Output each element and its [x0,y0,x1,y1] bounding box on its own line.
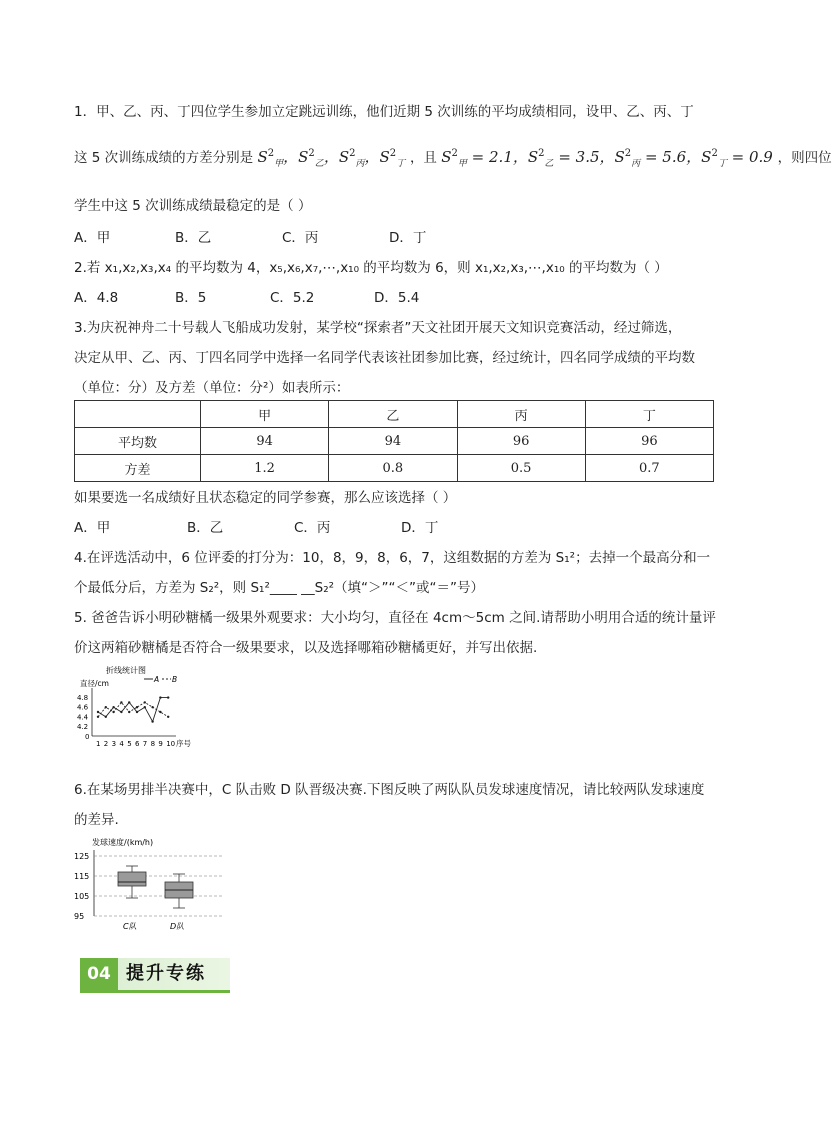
y-tick-label: 125 [74,852,90,861]
q1-sub-3: 丙 [355,159,365,169]
data-point [105,706,107,708]
table-cell: 96 [585,428,713,455]
data-point [128,701,130,703]
line-chart-title: 折线统计图 [106,666,146,675]
q3-line2: 决定从甲、乙、丙、丁四名同学中选择一名同学代表该社团参加比赛，经过统计，四名同学成绩的平均数 [74,350,695,366]
table-cell: 1.2 [201,455,329,482]
q1-value-1: 2.1 [489,148,513,166]
box-d [165,874,193,931]
table-cell: 94 [201,428,329,455]
legend-label-a: A [154,675,160,684]
data-point [159,711,161,713]
q4-line2: 个最低分后，方差为 S₂²，则 S₁²____ __S₂²（填“＞”“＜”或“＝”号） [74,580,485,596]
data-point [136,711,138,713]
category-label: C队 [123,922,137,931]
q5-line1: 5. 爸爸告诉小明砂糖橘一级果外观要求：大小均匀，直径在 4cm～5cm 之间.请帮助小明用合适的统计量评 [74,610,716,626]
q6-line2: 的差异. [74,812,119,828]
line-chart-xlabel: 序号 [176,739,191,748]
q3-line3: （单位：分）及方差（单位：分²）如表所示： [74,380,350,396]
y-tick-label: 95 [74,912,85,921]
q1-value-2: 3.5 [575,148,600,166]
q1-line2-pre: 这 5 次训练成绩的方差分别是 [74,150,254,166]
data-point [105,716,107,718]
table-cell: 0.7 [585,455,713,482]
q2-option-b: B．5 [175,290,207,306]
table-row [75,455,714,482]
y-tick-label: 115 [74,872,90,881]
data-point [151,706,153,708]
q2-line1: 2.若 x₁,x₂,x₃,x₄ 的平均数为 4，x₅,x₆,x₇,⋯,x₁₀ 的平均数为 6，则 x₁,x₂,x₃,⋯,x₁₀ 的平均数为（ ） [74,260,668,276]
section-number: 04 [80,958,118,990]
table-header-cell [75,401,201,428]
y-tick-label: 4.8 [77,694,89,703]
x-tick-label: 7 [142,740,148,748]
q1-option-b: B．乙 [175,230,212,246]
q1-sub-2: 乙 [314,159,324,169]
x-tick-label: 9 [158,740,163,748]
table-header-cell: 丁 [585,401,713,428]
table-cell: 方差 [75,455,201,482]
data-point [120,701,122,703]
table-header-cell: 丙 [457,401,585,428]
q2-option-d: D．5.4 [374,290,420,306]
x-tick-label: 10 [166,740,176,748]
q1-value-3: 5.6 [662,148,687,166]
y-tick-label: 4.4 [77,713,89,722]
q1-option-c: C．丙 [282,230,319,246]
q1-line1: 1．甲、乙、丙、丁四位学生参加立定跳远训练，他们近期 5 次训练的平均成绩相同，设甲、乙、丙、丁 [74,104,694,120]
q3-option-a: A．甲 [74,520,111,536]
table-cell: 0.8 [329,455,457,482]
table-header-cell: 甲 [201,401,329,428]
x-tick-label: 8 [150,740,156,748]
data-point [112,711,114,713]
x-tick-label: 4 [119,740,124,748]
data-point [128,711,130,713]
score-table [74,400,714,482]
q1-line2 [74,146,832,169]
table-header-row [75,401,714,428]
q1-sub-1: 甲 [274,159,284,169]
y-tick-label: 105 [74,892,90,901]
data-point [97,711,99,713]
section-title: 提升专练 [126,963,206,984]
x-tick-label: 2 [103,740,109,748]
legend-label-b: B [172,675,178,684]
x-tick-label: 3 [111,740,117,748]
table-cell: 0.5 [457,455,585,482]
q1-value-4: 0.9 [748,148,773,166]
q3-line4: 如果要选一名成绩好且状态稳定的同学参赛，那么应该选择（ ） [74,490,457,506]
data-point [159,696,161,698]
table-header-cell: 乙 [329,401,457,428]
q3-line1: 3.为庆祝神舟二十号载人飞船成功发射，某学校“探索者”天文社团开展天文知识竞赛活动，经过筛选， [74,320,682,336]
q1-sub-4: 丁 [396,159,406,169]
section-banner [80,958,230,993]
data-point [151,720,153,722]
data-point [136,706,138,708]
x-tick-label: 6 [135,740,140,748]
x-tick-label: 5 [127,740,132,748]
data-point [167,716,169,718]
q4-line1: 4.在评选活动中，6 位评委的打分为：10，8，9，8，6，7，这组数据的方差为 S₁²；去掉一个最高分和一 [74,550,711,566]
category-label: D队 [170,922,185,931]
data-point [167,696,169,698]
box-plot [74,834,224,934]
q3-option-c: C．丙 [294,520,331,536]
q2-option-a: A．4.8 [74,290,119,306]
q3-option-d: D．丁 [401,520,439,536]
line-chart-legend [144,675,177,684]
q3-option-b: B．乙 [187,520,224,536]
line-chart [74,662,194,750]
q1-variance-symbols: $S^2_甲$，$S^2_乙$，$S^2_丙$，$S^2_丁$ [257,148,406,169]
data-point [120,711,122,713]
q1-line3: 学生中这 5 次训练成绩最稳定的是（ ） [74,198,312,214]
q1-line2-mid: ，且 [409,150,437,166]
y-tick-label: 4.2 [77,722,89,731]
q6-line1: 6.在某场男排半决赛中，C 队击败 D 队晋级决赛.下图反映了两队队员发球速度情况，请比较两队发球速度 [74,782,705,798]
box-plot-ylabel: 发球速度/(km/h) [92,838,154,847]
data-point [144,701,146,703]
q1-variance-values: $S^2_甲 = 2.1$，$S^2_乙 = 3.5$，$S^2_丙 = 5.6$，$S^2_丁 = 0.9$ [441,148,773,169]
line-chart-ylabel: 直径/cm [80,679,109,688]
table-row [75,428,714,455]
data-point [112,706,114,708]
q1-option-d: D．丁 [389,230,427,246]
iqr-box [118,872,146,886]
x-tick-label: 1 [96,740,101,748]
q2-option-c: C．5.2 [270,290,315,306]
line-chart-origin: 0 [85,733,90,741]
q1-option-a: A．甲 [74,230,111,246]
box-c [118,866,146,931]
data-point [144,706,146,708]
table-cell: 平均数 [75,428,201,455]
q1-line2-post: ，则四位 [777,150,832,166]
y-tick-label: 4.6 [77,703,89,712]
table-cell: 94 [329,428,457,455]
table-cell: 96 [457,428,585,455]
q5-line2: 价这两箱砂糖橘是否符合一级果要求，以及选择哪箱砂糖橘更好，并写出依据. [74,640,538,656]
data-point [97,716,99,718]
